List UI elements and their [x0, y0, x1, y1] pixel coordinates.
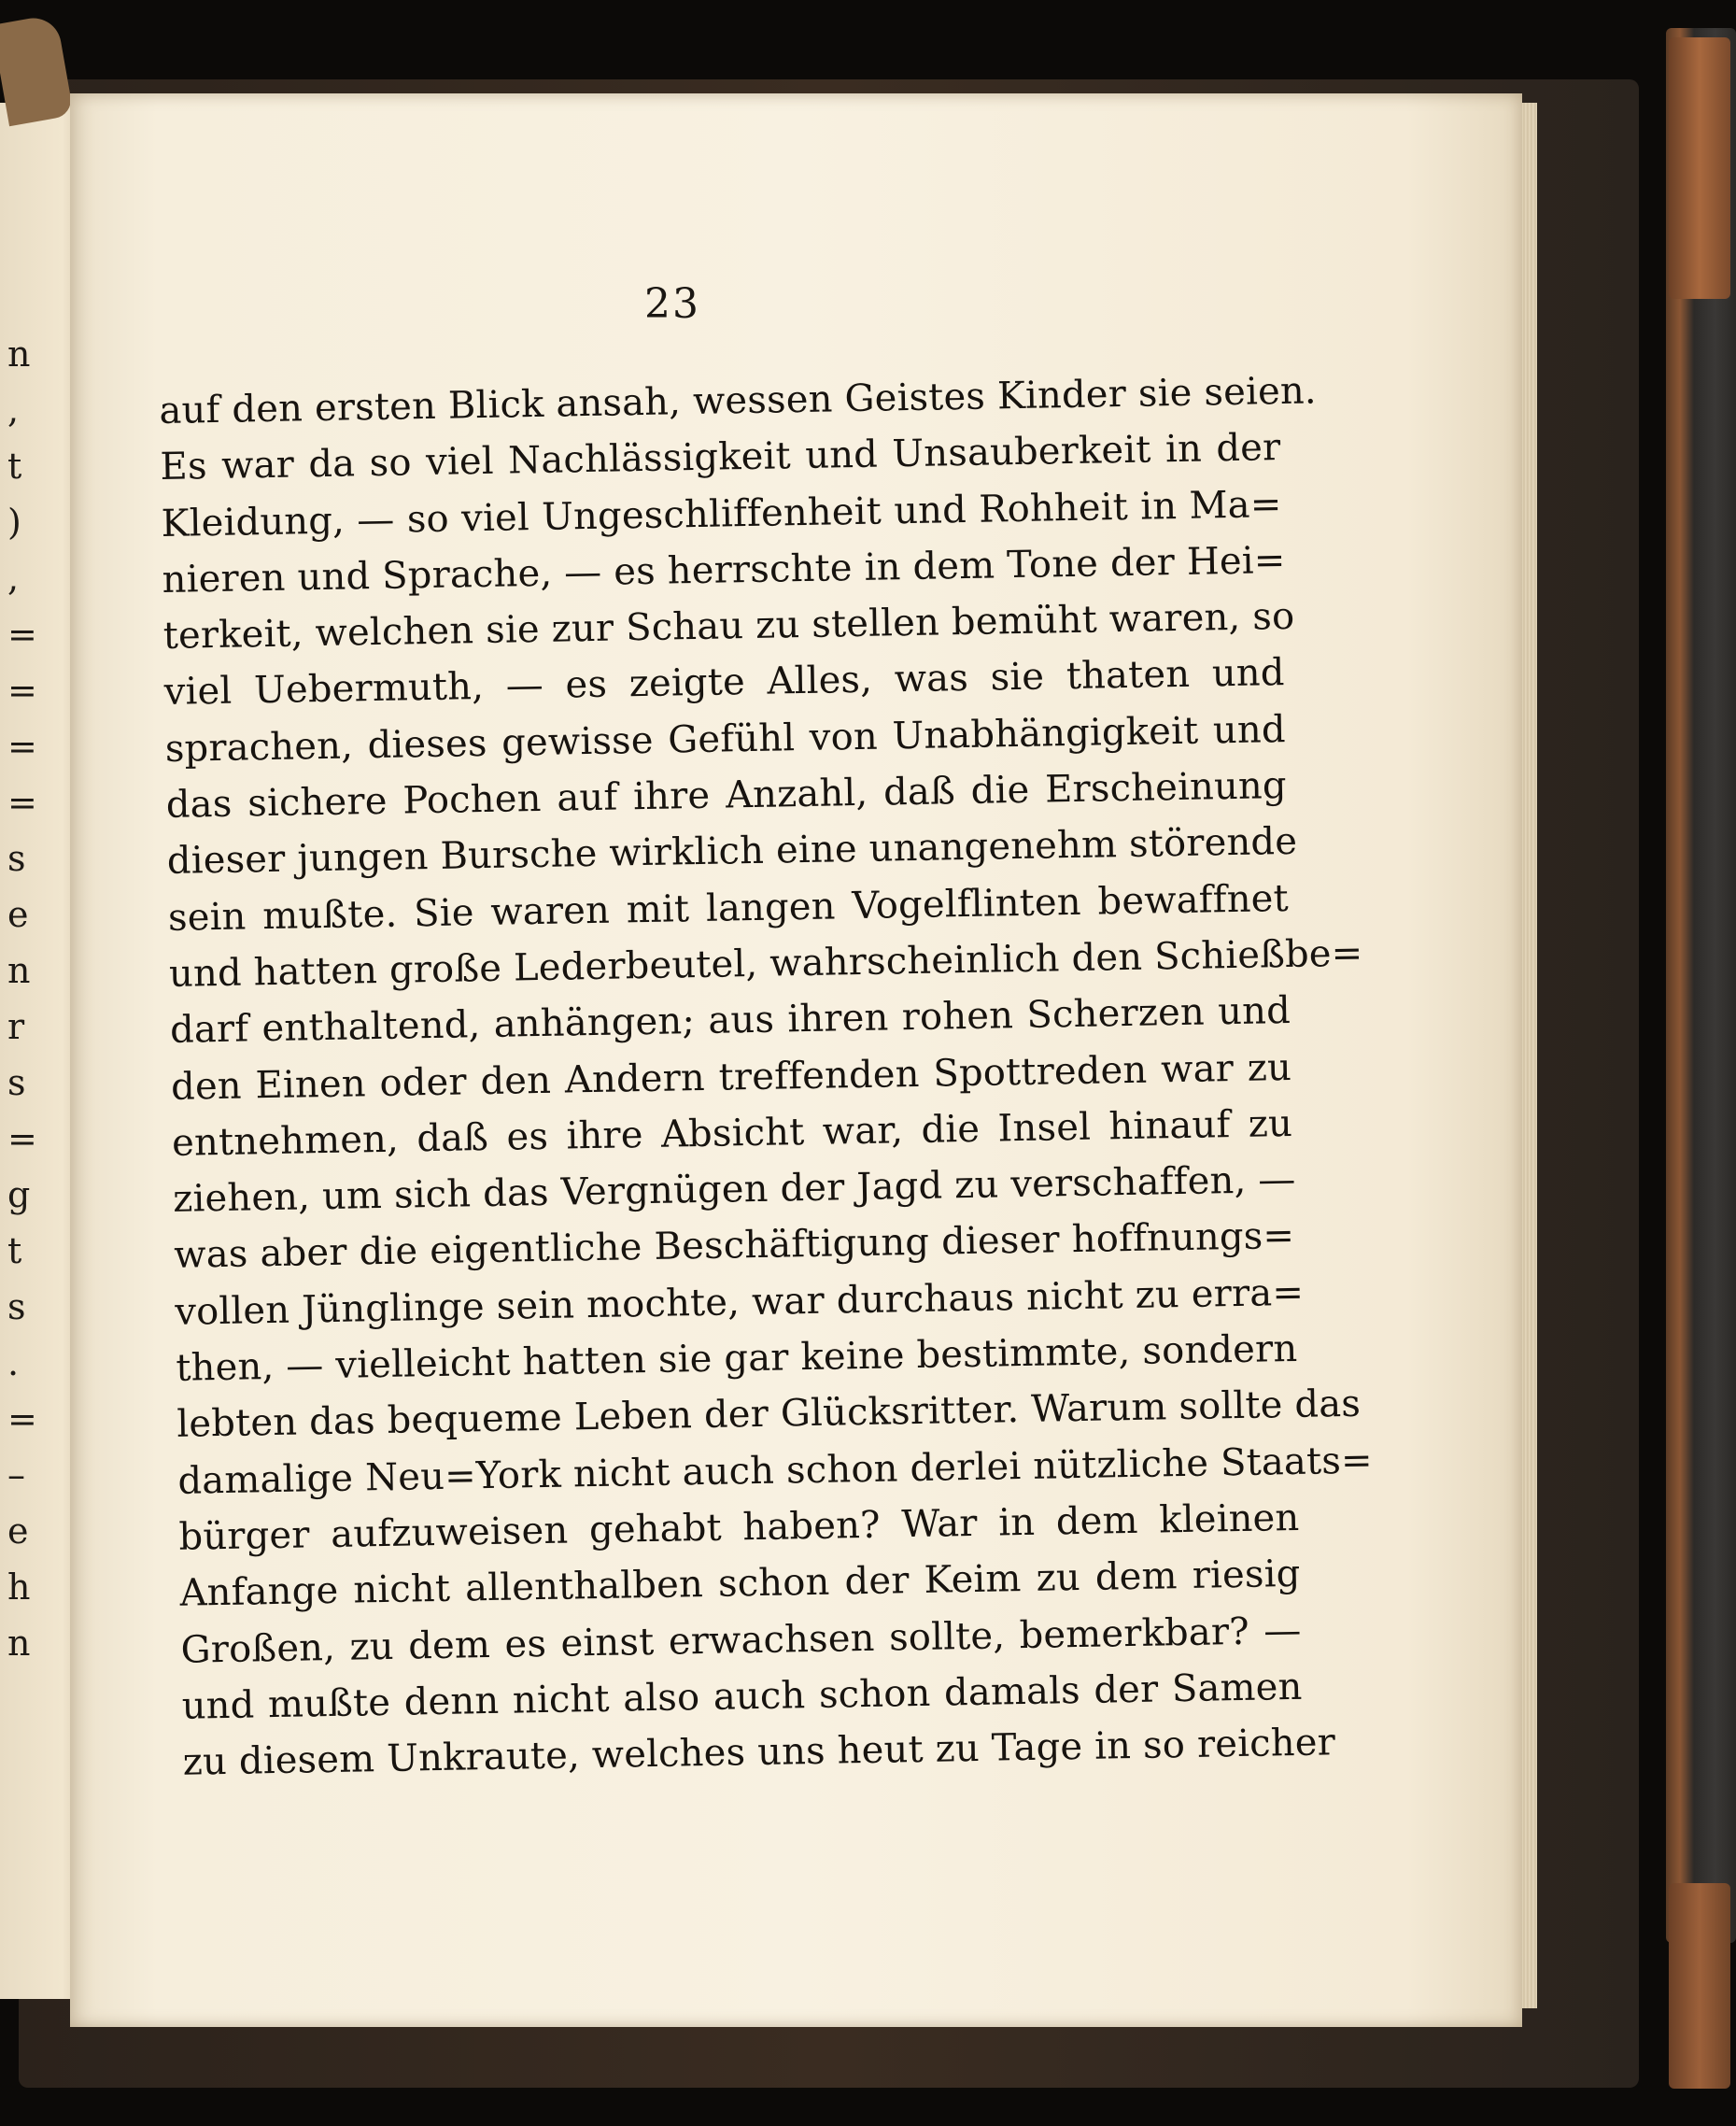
left-page-char: = [7, 782, 37, 823]
leather-corner-top [1669, 37, 1730, 299]
text-line: dieser jungen Bursche wirklich eine unangenehm störende [166, 820, 1298, 884]
text-line: entnehmen, daß es ihre Absicht war, die Insel hinauf zu [171, 1101, 1293, 1165]
text-line: nieren und Sprache, — es herrschte in dem Tone der Hei= [162, 538, 1286, 602]
text-line: viel Uebermuth, — es zeigte Alles, was sie thaten und [163, 651, 1286, 715]
text-line: und mußte denn nicht also auch schon damals der Samen [181, 1665, 1303, 1728]
left-page-char: = [7, 1118, 37, 1159]
left-page-char: s [7, 1062, 26, 1103]
left-page-char: r [7, 1006, 25, 1047]
left-page-char: s [7, 838, 26, 879]
left-page-char: s [7, 1286, 26, 1327]
left-page-char: t [7, 1230, 22, 1271]
text-line: sprachen, dieses gewisse Gefühl von Unabhängigkeit und [164, 707, 1287, 771]
text-line: vollen Jünglinge sein mochte, war durchaus nicht zu erra= [174, 1270, 1305, 1334]
left-page-char: = [7, 670, 37, 711]
text-line: sein mußte. Sie waren mit langen Vogelflinten bewaffnet [167, 876, 1290, 940]
page-edges [1522, 103, 1537, 2008]
text-line: bürger aufzuweisen gehabt haben? War in dem kleinen [178, 1495, 1300, 1559]
left-page-char: ) [7, 502, 21, 543]
text-line: Kleidung, — so viel Ungeschliffenheit und Rohheit in Ma= [161, 482, 1282, 546]
text-line: Es war da so viel Nachlässigkeit und Unsauberkeit in der [160, 426, 1281, 489]
text-line: ziehen, um sich das Vergnügen der Jagd zu verschaffen, — [172, 1158, 1296, 1222]
text-line: das sichere Pochen auf ihre Anzahl, daß die Erscheinung [165, 764, 1288, 828]
left-page-char: = [7, 614, 37, 655]
left-page-char: e [7, 894, 29, 935]
book-spine [1666, 28, 1736, 1943]
left-page-char: = [7, 726, 37, 767]
text-line: was aber die eigentliche Beschäftigung dieser hoffnungs= [173, 1214, 1295, 1278]
text-line: damalige Neu=York nicht auch schon derlei nützliche Staats= [177, 1439, 1374, 1503]
left-page-char: , [7, 558, 20, 599]
text-line: Anfange nicht allenthalben schon der Keim zu dem riesig [179, 1552, 1301, 1616]
text-line: lebten das bequeme Leben der Glücksritter. Warum sollte das [176, 1382, 1362, 1447]
text-line: auf den ersten Blick ansah, wessen Geistes Kinder sie seien. [159, 369, 1318, 432]
body-text [159, 363, 1374, 1791]
left-page-char: , [7, 390, 20, 431]
left-page-char: g [7, 1174, 31, 1215]
left-page-torn-corner [0, 14, 74, 126]
left-page-char: t [7, 446, 22, 487]
text-line: terkeit, welchen sie zur Schau zu stellen bemüht waren, so [162, 595, 1295, 659]
left-page-char: = [7, 1398, 37, 1439]
text-line: und hatten große Lederbeutel, wahrscheinlich den Schießbe= [168, 931, 1363, 996]
text-line: zu diesem Unkraute, welches uns heut zu Tage in so reicher [182, 1721, 1336, 1784]
left-page-char: n [7, 333, 31, 375]
page-number: 23 [644, 280, 700, 328]
left-page-char: . [7, 1342, 20, 1383]
left-page-char: e [7, 1510, 29, 1552]
text-line: darf enthaltend, anhängen; aus ihren rohen Scherzen und [169, 989, 1291, 1053]
left-page-char: n [7, 950, 31, 991]
leather-corner-bottom [1669, 1883, 1730, 2089]
left-page-char: n [7, 1623, 31, 1664]
text-line: then, — vielleicht hatten sie gar keine bestimmte, sondern [176, 1326, 1298, 1390]
text-line: Großen, zu dem es einst erwachsen sollte, bemerkbar? — [180, 1609, 1302, 1672]
left-page-char: h [7, 1566, 31, 1608]
left-page-char: – [7, 1454, 25, 1495]
text-line: den Einen oder den Andern treffenden Spottreden war zu [170, 1045, 1292, 1109]
